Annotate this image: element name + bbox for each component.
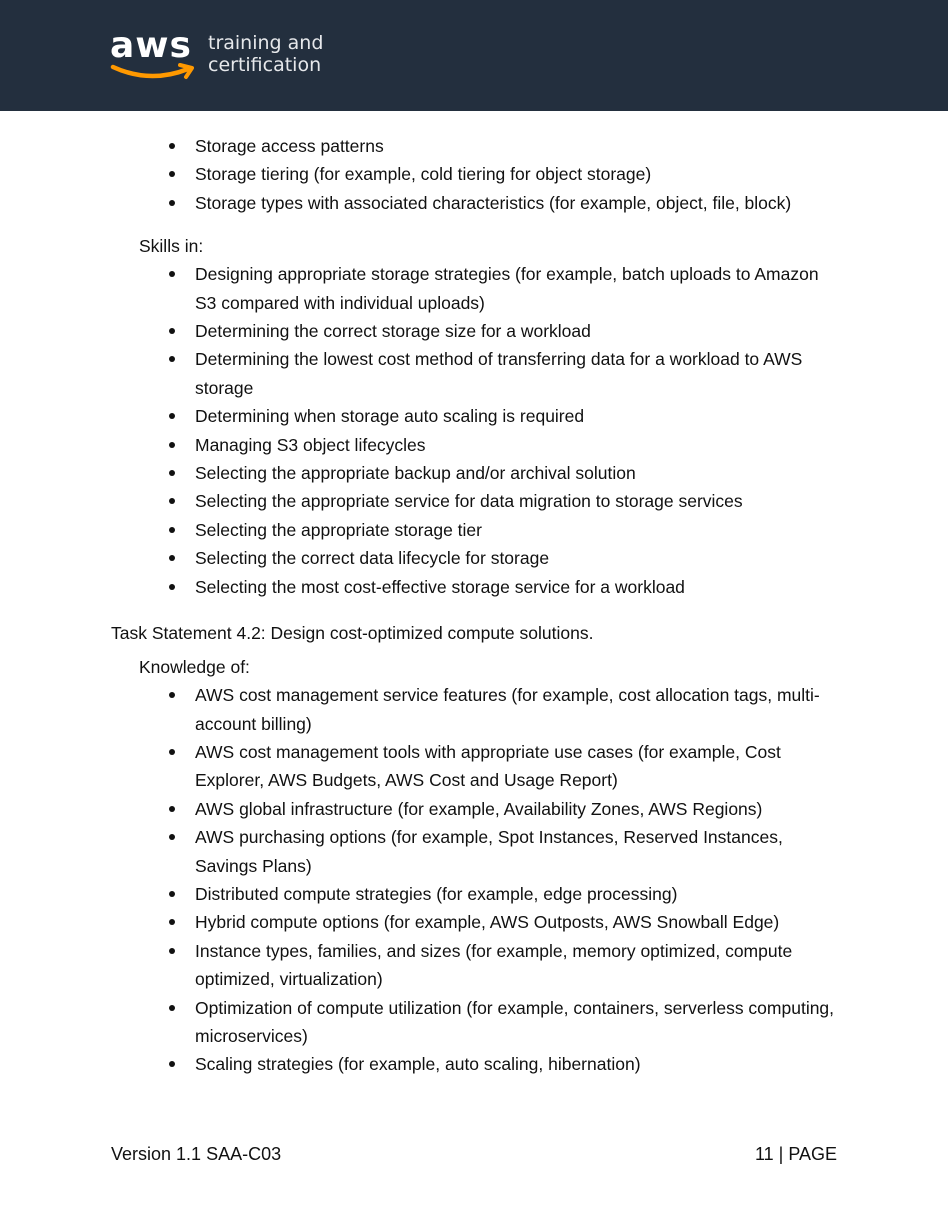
bullet-icon (169, 271, 175, 277)
list-item (0, 487, 835, 515)
task-statement-heading: Task Statement 4.2: Design cost-optimized compute solutions. (111, 623, 594, 644)
bullet-icon (169, 891, 175, 897)
list-item-text: Selecting the most cost-effective storage service for a workload (195, 576, 685, 597)
list-item-text: Determining the correct storage size for a workload (195, 321, 591, 342)
page-content (0, 132, 948, 1079)
list-item-text: Selecting the appropriate storage tier (195, 519, 482, 540)
smile-arrow-icon (110, 62, 196, 84)
list-item (0, 260, 835, 317)
list-item-text: Distributed compute strategies (for example, edge processing) (195, 883, 678, 904)
bullet-icon (169, 1005, 175, 1011)
list-item (0, 937, 835, 994)
bullet-icon (169, 749, 175, 755)
list-item-text: AWS purchasing options (for example, Spot Instances, Reserved Instances, Savings Plans) (195, 827, 783, 876)
list-item (0, 880, 835, 908)
list-item-text: Selecting the appropriate service for data migration to storage services (195, 491, 743, 512)
logo-aws-wordmark: aws (110, 25, 192, 66)
list-item-text: Optimization of compute utilization (for example, containers, serverless computing, microservices) (195, 997, 835, 1046)
bullet-icon (169, 834, 175, 840)
list-item-text: Instance types, families, and sizes (for example, memory optimized, compute optimized, virtualization) (195, 940, 793, 990)
logo-tagline-line-2: certification (208, 54, 322, 76)
skills-list (0, 260, 948, 601)
list-item (0, 795, 835, 823)
list-item-text: AWS cost management service features (for example, cost allocation tags, multi-account billing) (195, 685, 820, 734)
bullet-icon (169, 806, 175, 812)
bullet-icon (169, 555, 175, 561)
list-item (0, 516, 835, 544)
list-item (0, 544, 835, 572)
list-item-text: Managing S3 object lifecycles (195, 434, 426, 455)
list-item (0, 317, 835, 345)
logo-tagline-line-1: training and (208, 32, 324, 54)
list-item (0, 1050, 835, 1078)
list-item-text: Determining the lowest cost method of transferring data for a workload to AWS storage (195, 349, 803, 398)
logo-tagline (208, 32, 323, 76)
version-label: Version 1.1 SAA-C03 (111, 1144, 282, 1164)
bullet-icon (169, 328, 175, 334)
storage-knowledge-list (0, 132, 948, 217)
bullet-icon (169, 919, 175, 925)
list-item (0, 573, 835, 601)
list-item-text: Storage tiering (for example, cold tiering for object storage) (195, 164, 652, 185)
list-item-text: Designing appropriate storage strategies (for example, batch uploads to Amazon S3 compared with individual uploads) (195, 264, 819, 313)
list-item (0, 738, 835, 795)
compute-knowledge-list (0, 681, 948, 1079)
list-item (0, 994, 835, 1051)
header-band (0, 0, 948, 111)
list-item-text: Storage types with associated characteristics (for example, object, file, block) (195, 192, 792, 213)
list-item (0, 908, 835, 936)
list-item (0, 459, 835, 487)
bullet-icon (169, 1061, 175, 1067)
list-item (0, 345, 835, 402)
bullet-icon (169, 171, 175, 177)
bullet-icon (169, 143, 175, 149)
list-item (0, 402, 835, 430)
list-item-text: Hybrid compute options (for example, AWS Outposts, AWS Snowball Edge) (195, 912, 780, 933)
bullet-icon (169, 470, 175, 476)
list-item-text: Determining when storage auto scaling is required (195, 406, 585, 427)
list-item-text: Selecting the correct data lifecycle for storage (195, 548, 550, 569)
list-item-text: Selecting the appropriate backup and/or archival solution (195, 463, 636, 484)
list-item-text: Storage access patterns (195, 136, 384, 156)
bullet-icon (169, 200, 175, 206)
bullet-icon (169, 527, 175, 533)
knowledge-label: Knowledge of: (139, 657, 250, 678)
list-item-text: AWS cost management tools with appropriate use cases (for example, Cost Explorer, AWS Budgets, AWS Cost and Usage Report) (195, 741, 781, 791)
bullet-icon (169, 948, 175, 954)
bullet-icon (169, 692, 175, 698)
list-item (0, 431, 835, 459)
bullet-icon (169, 498, 175, 504)
bullet-icon (169, 584, 175, 590)
bullet-icon (169, 356, 175, 362)
list-item (0, 681, 835, 738)
list-item (0, 189, 835, 217)
bullet-icon (169, 442, 175, 448)
aws-training-logo (110, 26, 350, 86)
page-number: 11 | PAGE (754, 1144, 837, 1164)
list-item-text: AWS global infrastructure (for example, Availability Zones, AWS Regions) (195, 798, 763, 819)
list-item-text: Scaling strategies (for example, auto scaling, hibernation) (195, 1054, 641, 1075)
bullet-icon (169, 413, 175, 419)
skills-label: Skills in: (139, 236, 204, 257)
list-item (0, 132, 835, 160)
list-item (0, 823, 835, 880)
list-item (0, 160, 835, 188)
